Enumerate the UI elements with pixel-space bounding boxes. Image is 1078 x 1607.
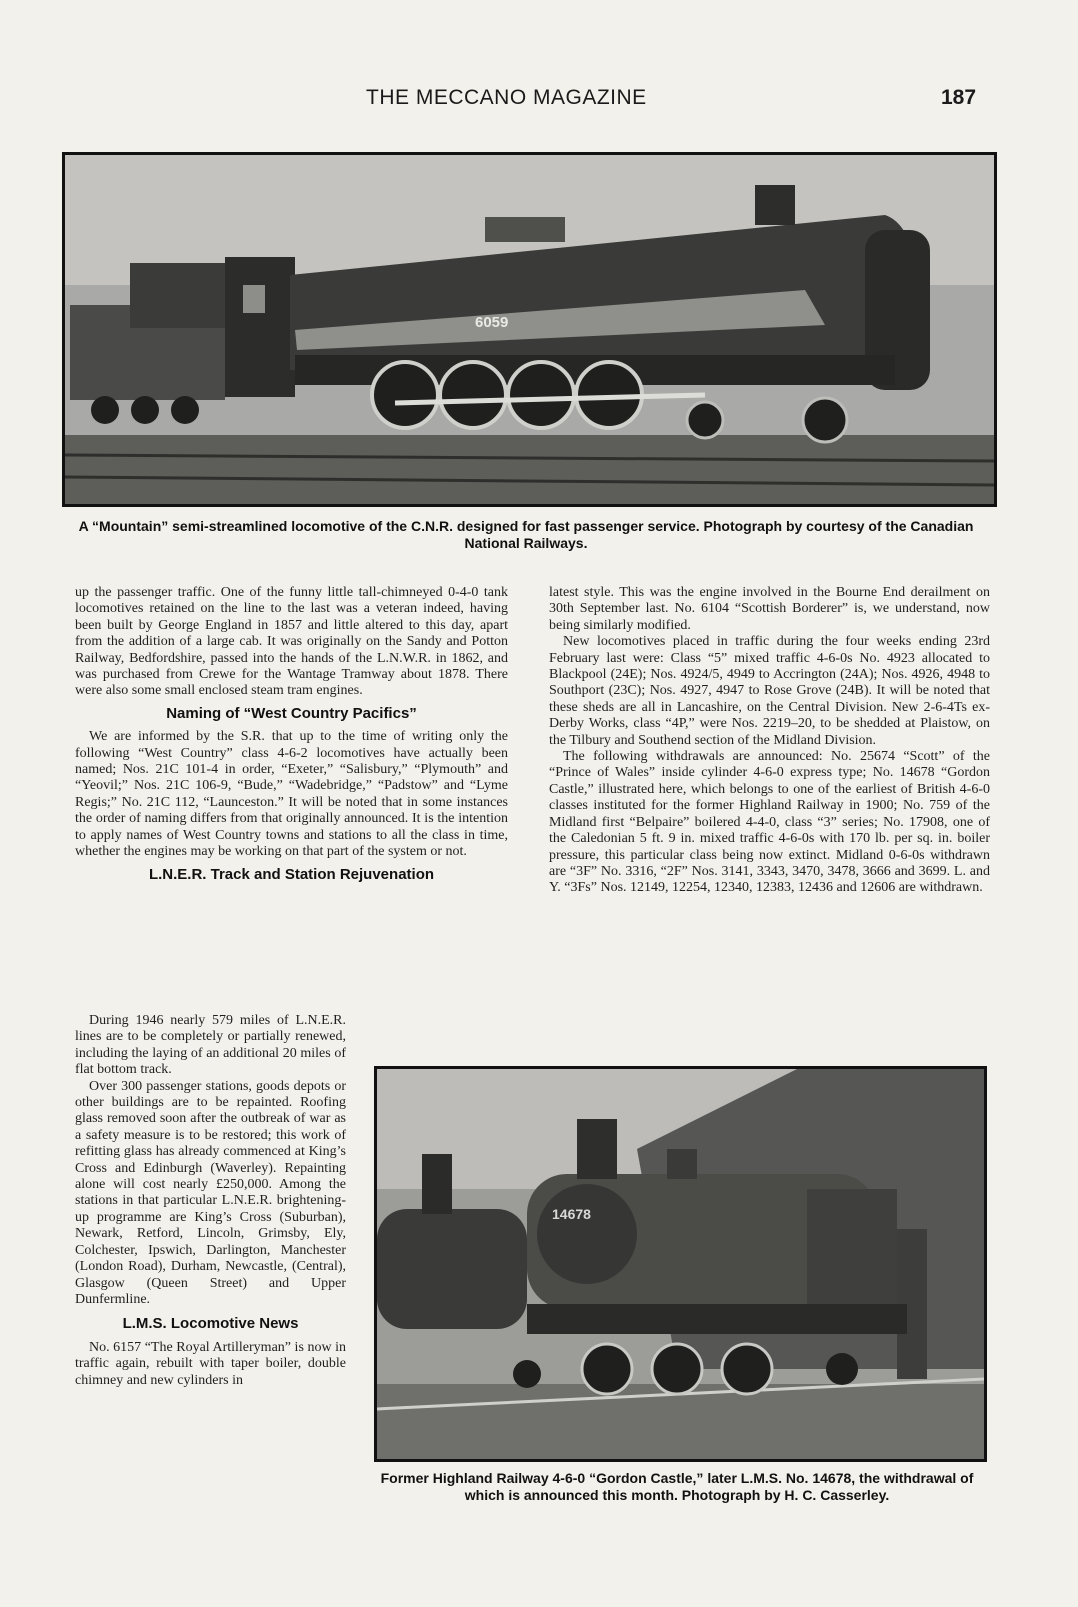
photo-caption-bottom: Former Highland Railway 4-6-0 “Gordon Castle,” later L.M.S. No. 14678, the withdrawal of which is announced this month. Photograph by H. C. Casserley. xyxy=(380,1470,974,1503)
article-column-left-top xyxy=(75,585,508,890)
engine-number-label: 6059 xyxy=(475,314,509,331)
photo-cnr-mountain-locomotive xyxy=(62,152,997,507)
photo-gordon-castle-locomotive xyxy=(374,1066,987,1462)
article-column-left-bottom xyxy=(75,1013,346,1389)
page-number: 187 xyxy=(941,86,977,109)
article-paragraph: Over 300 passenger stations, goods depots or other buildings are to be repainted. Roofing glass removed soon after the outbreak of war as a safety measure is to be restored; this work of refitting glass has already commenced at King’s Cross and Edinburgh (Waverley). Repainting alone will cost nearly £250,000. Among the stations in that particular L.N.E.R. brightening-up programme are King’s Cross (Suburban), Newark, Retford, Lincoln, Grimsby, Ely, Colchester, Ipswich, Darlington, Manchester (London Road), Durham, Newcastle, (Central), Glasgow (Queen Street) and Upper Dunfermline. xyxy=(75,1078,346,1307)
section-heading-lner: L.N.E.R. Track and Station Rejuvenation xyxy=(148,865,435,883)
article-column-right xyxy=(549,585,990,897)
steam-locomotive-icon xyxy=(65,155,994,504)
article-paragraph: New locomotives placed in traffic during the four weeks ending 23rd February last were: Class “5” mixed traffic 4-6-0s No. 4923 allocated to Blackpool (24E); Nos. 4924/5, 4949 to Accrington (24A); Nos. 4926, 4948 to Southport (23C); Nos. 4927, 4947 to Rose Grove (24B). It will be noted that these sheds are all in Lancashire, on the Central Division. New 2-6-4Ts ex-Derby Works, class “4P,” were Nos. 2219–20, to be shedded at Plaistow, on the Tilbury and Southend section of the Midland Division. xyxy=(549,634,990,748)
photo-caption-top: A “Mountain” semi-streamlined locomotive of the C.N.R. designed for fast passenger service. Photograph by courtesy of the Canadian National Railways. xyxy=(78,518,974,551)
section-heading-lms: L.M.S. Locomotive News xyxy=(122,1315,299,1333)
article-paragraph: up the passenger traffic. One of the funny little tall-chimneyed 0-4-0 tank locomotives retained on the line to the last was a veteran indeed, having been built by George England in 1857 and little altered to this day, apart from the addition of a large cab. It was originally on the Sandy and Potton Railway, Bedfordshire, passed into the hands of the L.N.W.R. in 1862, and was purchased from Crewe for the Wantage Tramway about 1878. There were also some small enclosed steam tram engines. xyxy=(75,585,508,699)
article-paragraph: latest style. This was the engine involved in the Bourne End derailment on 30th September last. No. 6104 “Scottish Borderer” is, we understand, now being similarly modified. xyxy=(549,585,990,633)
section-heading-west-country: Naming of “West Country Pacifics” xyxy=(166,704,417,722)
article-paragraph: We are informed by the S.R. that up to the time of writing only the following “West Country” class 4-6-2 locomotives have actually been named; Nos. 21C 101-4 in order, “Exeter,” “Salisbury,” “Plymouth” and “Yeovil;” Nos. 21C 106-9, “Bude,” “Wadebridge,” “Padstow” and “Lyme Regis;” No. 21C 112, “Launceston.” It will be noted that in some instances the order of naming differs from that originally announced. It is the intention to apply names of West Country towns and stations to all the class in time, whether the engines may be working on that part of the system or not. xyxy=(75,729,508,860)
article-paragraph: During 1946 nearly 579 miles of L.N.E.R. lines are to be completely or partially renewed, including the laying of an additional 20 miles of flat bottom track. xyxy=(75,1013,346,1078)
steam-locomotive-icon xyxy=(377,1069,984,1459)
magazine-title: THE MECCANO MAGAZINE xyxy=(366,86,647,109)
article-paragraph: The following withdrawals are announced: No. 25674 “Scott” of the “Prince of Wales” inside cylinder 4-6-0 express type; No. 14678 “Gordon Castle,” illustrated here, which belongs to one of the earliest of British 4-6-0 classes instituted for the former Highland Railway in 1900; No. 759 of the Midland first “Belpaire” boilered 4-4-0, class “3” series; No. 17908, one of the Caledonian 5 ft. 9 in. mixed traffic 4-6-0s with 170 lb. per sq. in. boiler pressure, this particular class being now extinct. Midland 0-6-0s withdrawn are “3F” No. 3316, “2F” Nos. 3141, 3343, 3470, 3478, 3666 and 3699. L. and Y. “3Fs” Nos. 12149, 12254, 12340, 12383, 12436 and 12606 are withdrawn. xyxy=(549,749,990,896)
article-paragraph: No. 6157 “The Royal Artilleryman” is now in traffic again, rebuilt with taper boiler, double chimney and new cylinders in xyxy=(75,1339,346,1388)
engine-number-label: 14678 xyxy=(552,1206,591,1222)
